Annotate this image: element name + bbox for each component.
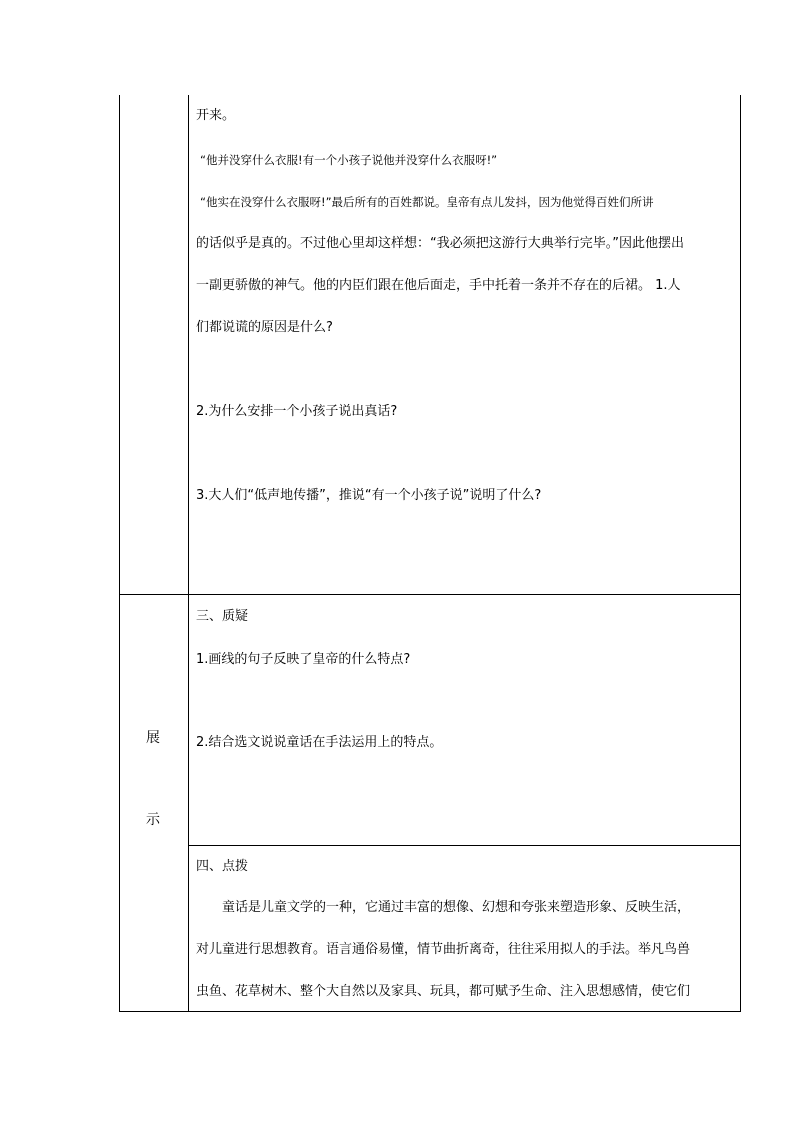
passage-line: “他实在没穿什么衣服呀!”最后所有的百姓都说。皇帝有点儿发抖，因为他觉得百姓们所讲 bbox=[200, 195, 654, 209]
passage-line: 的话似乎是真的。不过他心里却这样想：“我必须把这游行大典举行完毕。”因此他摆出 bbox=[196, 236, 684, 251]
passage-line: 们都说谎的原因是什么? bbox=[196, 320, 333, 335]
paragraph-line: 虫鱼、花草树木、整个大自然以及家具、玩具，都可赋予生命、注入思想感情，使它们 bbox=[196, 984, 691, 999]
row-separator-2 bbox=[188, 845, 741, 846]
question-3: 3.大人们“低声地传播”，推说“有一个小孩子说”说明了什么? bbox=[196, 488, 542, 503]
question-2: 2.为什么安排一个小孩子说出真话? bbox=[196, 404, 398, 419]
row-label-char: 展 bbox=[146, 730, 160, 746]
paragraph-line: 童话是儿童文学的一种，它通过丰富的想像、幻想和夸张来塑造形象、反映生活， bbox=[222, 900, 691, 915]
table-border-bottom bbox=[119, 1011, 741, 1012]
question-1: 1.画线的句子反映了皇帝的什么特点? bbox=[196, 652, 411, 667]
section-heading: 四、点拨 bbox=[196, 859, 249, 874]
passage-line: “他并没穿什么衣服!有一个小孩子说他并没穿什么衣服呀!” bbox=[200, 153, 498, 167]
table-border-divider bbox=[188, 95, 189, 1012]
passage-line: 一副更骄傲的神气。他的内臣们跟在他后面走，手中托着一条并不存在的后裙。 1.人 bbox=[196, 278, 681, 293]
paragraph-line: 对儿童进行思想教育。语言通俗易懂，情节曲折离奇，往往采用拟人的手法。举凡鸟兽 bbox=[196, 942, 691, 957]
row-separator-1 bbox=[119, 594, 741, 595]
question-2: 2.结合选文说说童话在手法运用上的特点。 bbox=[196, 735, 443, 750]
section-heading: 三、质疑 bbox=[196, 609, 249, 624]
row-label-char: 示 bbox=[146, 812, 160, 828]
passage-line: 开来。 bbox=[196, 108, 236, 123]
table-border-right bbox=[740, 95, 741, 1012]
table-border-left bbox=[119, 95, 120, 1012]
